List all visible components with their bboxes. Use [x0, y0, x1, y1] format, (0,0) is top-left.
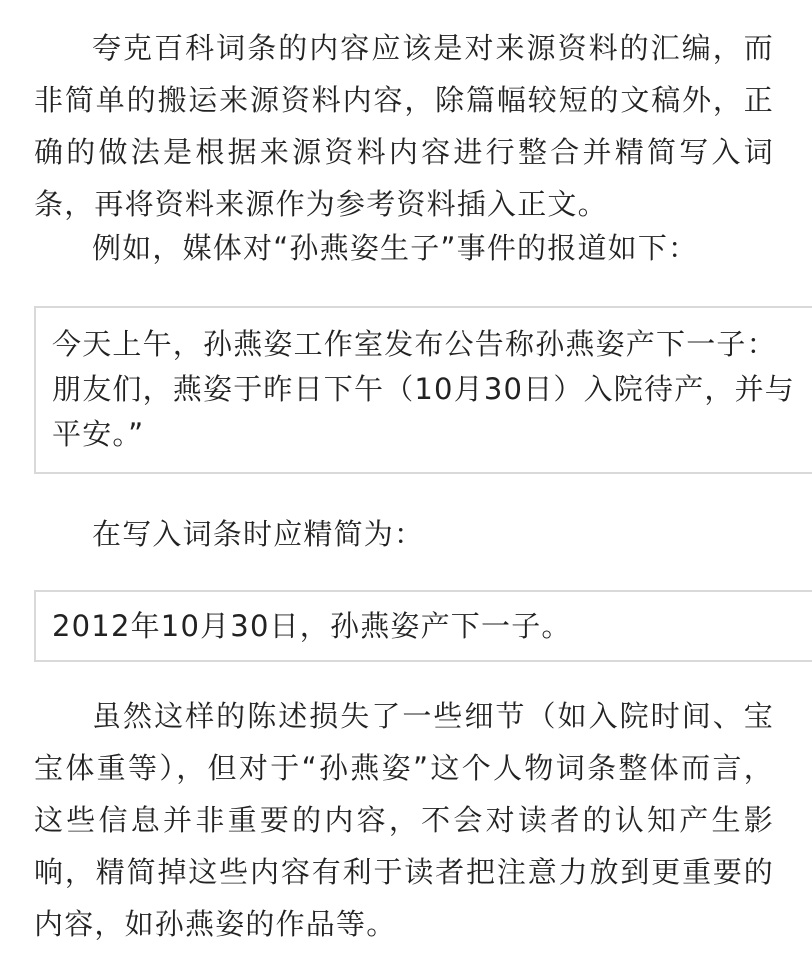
explanation-paragraph: 虽然这样的陈述损失了一些细节（如入院时间、宝宝体重等），但对于“孙燕姿”这个人物词条整体而言，这些信息并非重要的内容，不会对读者的认知产生影响，精简掉这些内容有利于读者把注意力放到更重要的内容，如孙燕姿的作品等。: [34, 699, 774, 941]
condensed-quote-text: 2012年10月30日，孙燕姿产下一子。: [52, 609, 572, 643]
condensed-quote-block: [34, 590, 812, 662]
example-intro-paragraph: 例如，媒体对“孙燕姿生子”事件的报道如下：: [92, 231, 699, 265]
condense-intro-paragraph: 在写入词条时应精简为：: [92, 517, 425, 551]
news-quote-text: 今天上午，孙燕姿工作室发布公告称孙燕姿产下一子： 朋友们，燕姿于昨日下午（10月30日）入院待产，并与 平安。”: [52, 327, 796, 451]
intro-paragraph: 夸克百科词条的内容应该是对来源资料的汇编，而非简单的搬运来源资料内容，除篇幅较短的文稿外，正确的做法是根据来源资料内容进行整合并精简写入词条，再将资料来源作为参考资料插入正文。: [34, 31, 774, 221]
news-quote-block: [34, 306, 812, 474]
